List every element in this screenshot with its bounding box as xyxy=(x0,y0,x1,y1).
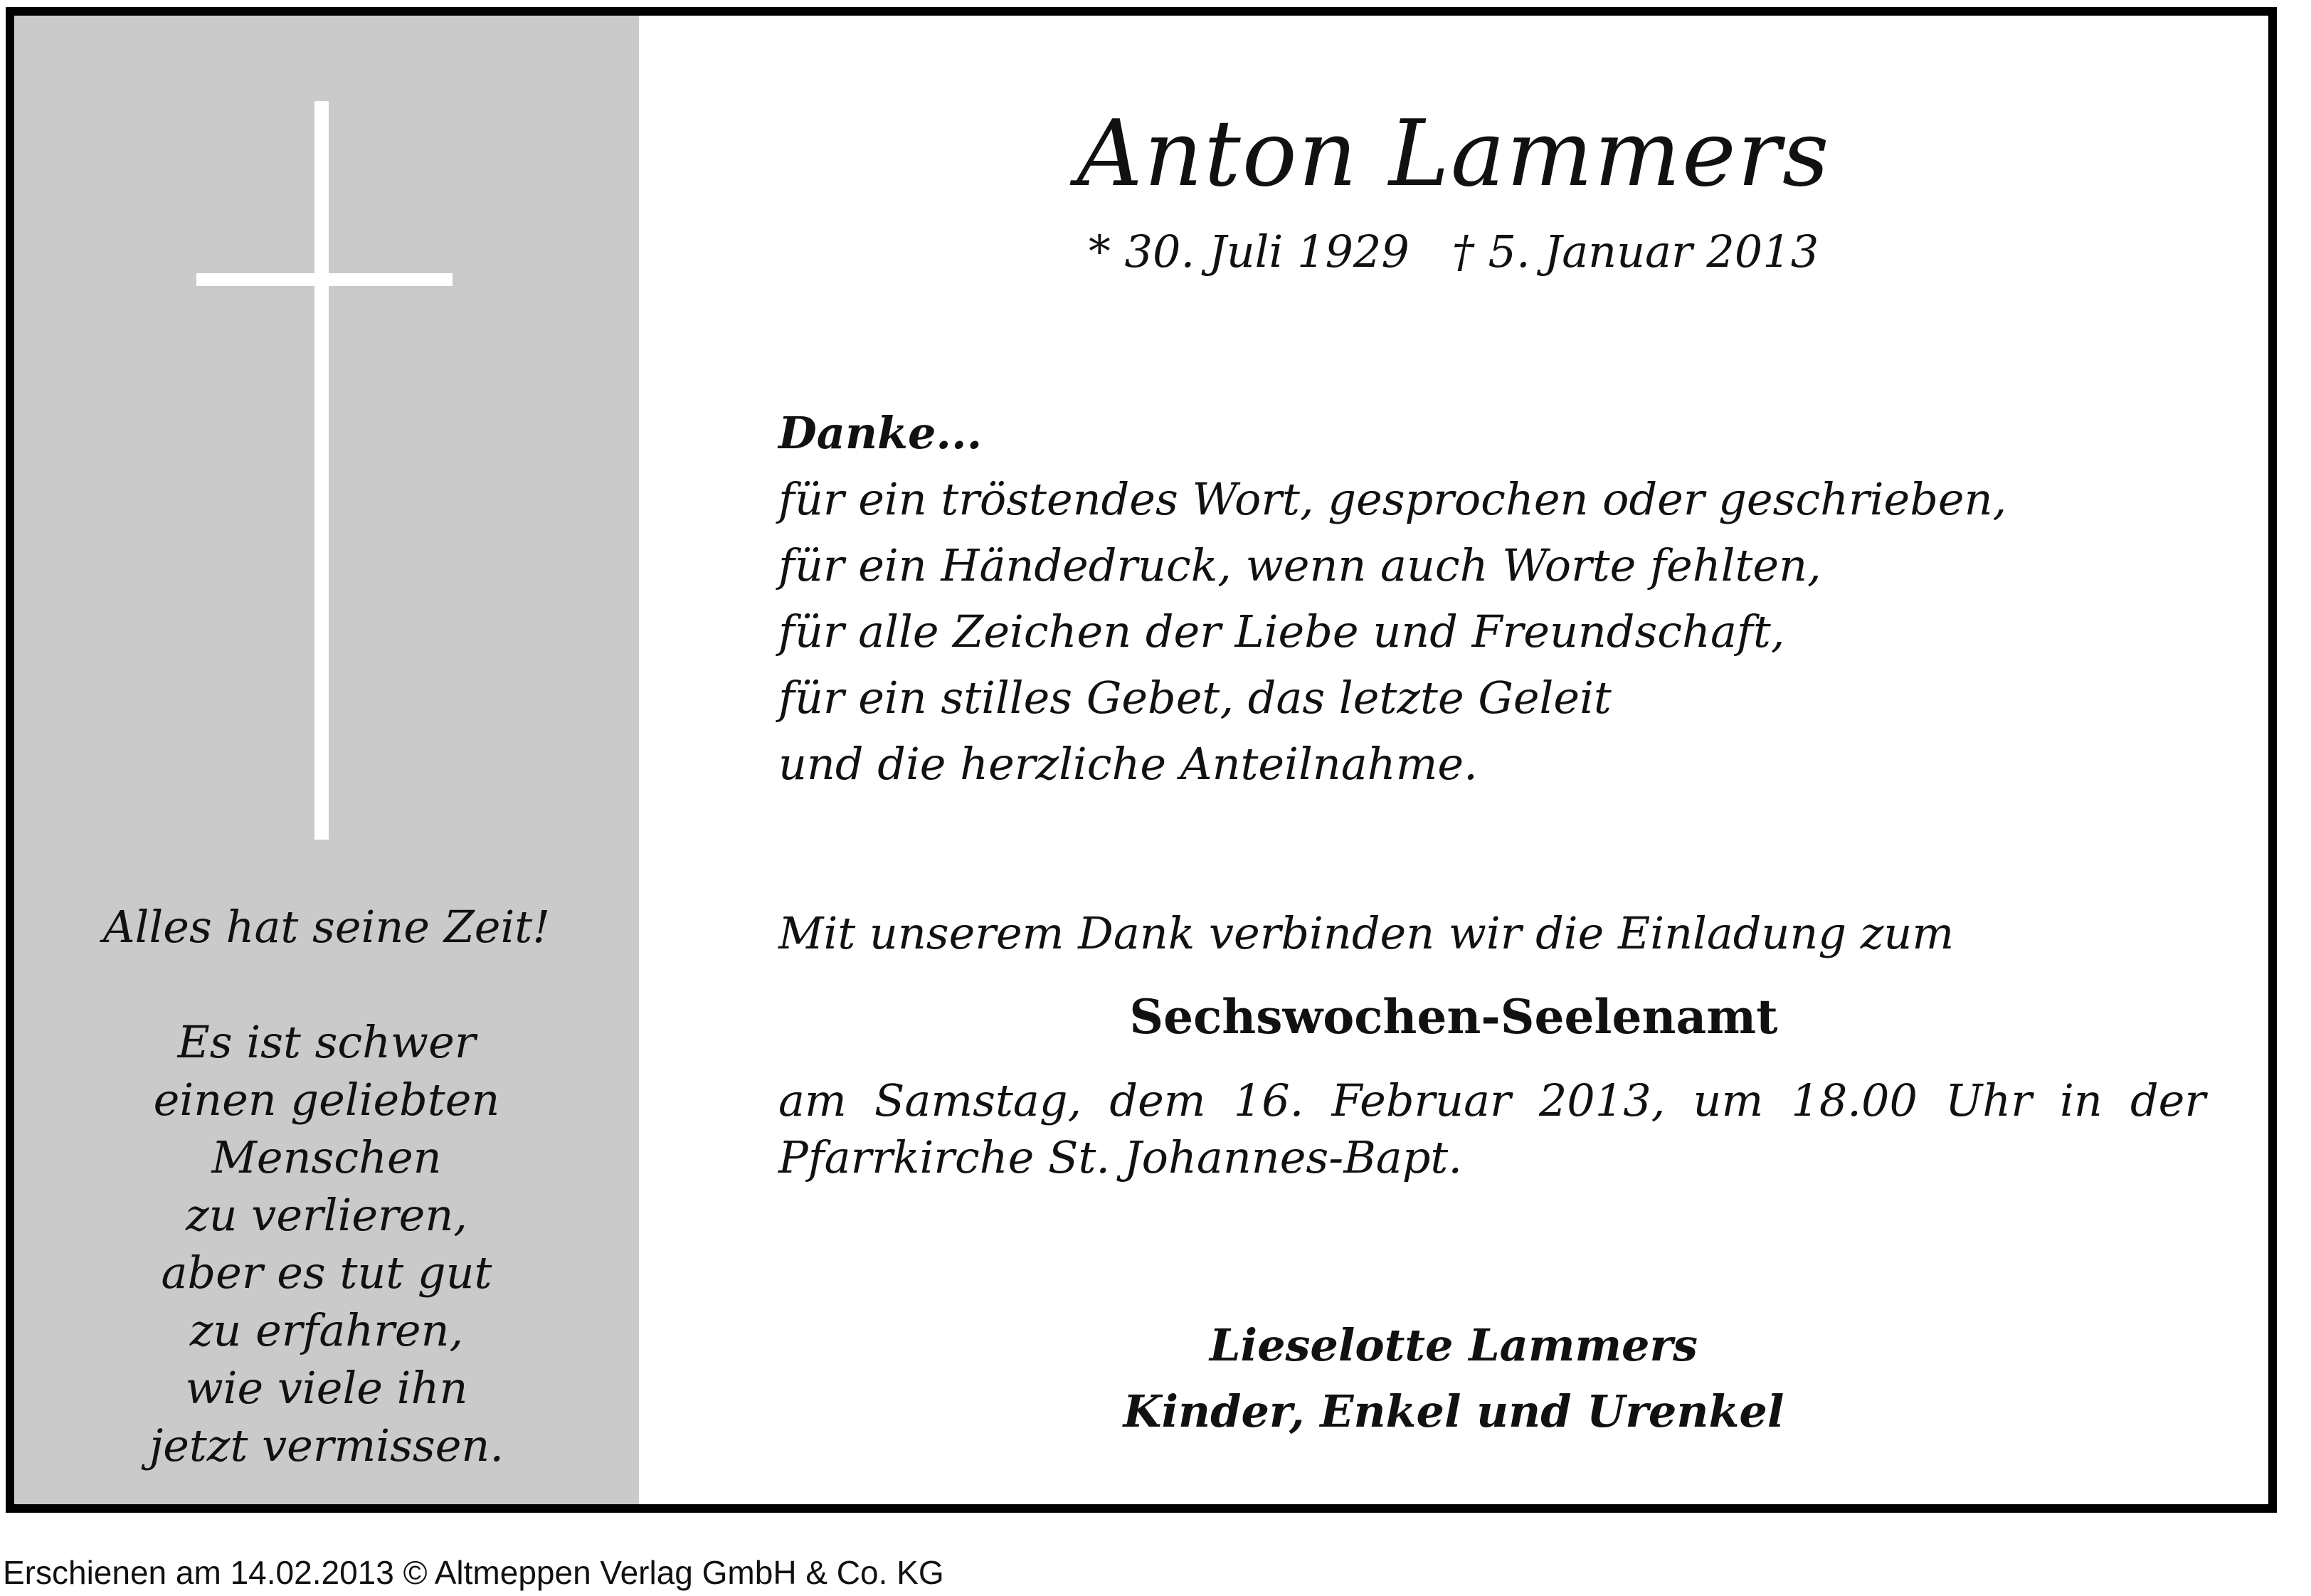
verse-line: jetzt vermissen. xyxy=(149,1420,504,1471)
publication-footer: Erschienen am 14.02.2013 © Altmeppen Verlag GmbH & Co. KG xyxy=(3,1554,944,1591)
thanks-line: für ein Händedruck, wenn auch Worte fehlten, xyxy=(778,539,1821,591)
side-verse xyxy=(14,898,639,1474)
thanks-heading: Danke... xyxy=(778,407,983,459)
thanks-line: für ein stilles Gebet, das letzte Geleit xyxy=(778,672,1612,724)
thanks-line: für ein tröstendes Wort, gesprochen oder geschrieben, xyxy=(778,473,2007,525)
verse-line: aber es tut gut xyxy=(161,1247,492,1299)
verse-line: Es ist schwer xyxy=(177,1016,476,1068)
obituary-frame xyxy=(6,7,2277,1513)
signature-line: Lieselotte Lammers xyxy=(1209,1319,1698,1371)
signature-block xyxy=(639,1312,2268,1444)
thanks-line: und die herzliche Anteilnahme. xyxy=(778,738,1478,790)
verse-line: einen geliebten xyxy=(153,1074,500,1126)
event-details-line: Pfarrkirche St. Johannes-Bapt. xyxy=(778,1131,1463,1183)
cross-icon xyxy=(14,16,639,855)
side-panel xyxy=(14,16,639,1504)
event-title: Sechswochen-Seelenamt xyxy=(1129,989,1778,1045)
verse-line: zu erfahren, xyxy=(189,1304,464,1356)
verse-line: Menschen xyxy=(211,1131,442,1183)
birth-date: * 30. Juli 1929 xyxy=(1088,226,1410,278)
death-date: † 5. Januar 2013 xyxy=(1451,226,1819,278)
verse-line: wie viele ihn xyxy=(185,1362,468,1414)
signature-line: Kinder, Enkel und Urenkel xyxy=(1123,1385,1784,1437)
thanks-block xyxy=(778,400,2006,797)
invitation-intro: Mit unserem Dank verbinden wir die Einladung zum xyxy=(778,907,1955,959)
event-details xyxy=(778,1072,2206,1186)
deceased-name: Anton Lammers xyxy=(1077,101,1831,207)
thanks-line: für alle Zeichen der Liebe und Freundschaft, xyxy=(778,606,1785,657)
main-content xyxy=(639,16,2268,1504)
life-dates xyxy=(639,223,2268,280)
side-motto: Alles hat seine Zeit! xyxy=(102,901,551,953)
event-details-line: am Samstag, dem 16. Februar 2013, um 18.00 Uhr in der xyxy=(778,1074,2206,1126)
verse-line: zu verlieren, xyxy=(186,1189,467,1241)
